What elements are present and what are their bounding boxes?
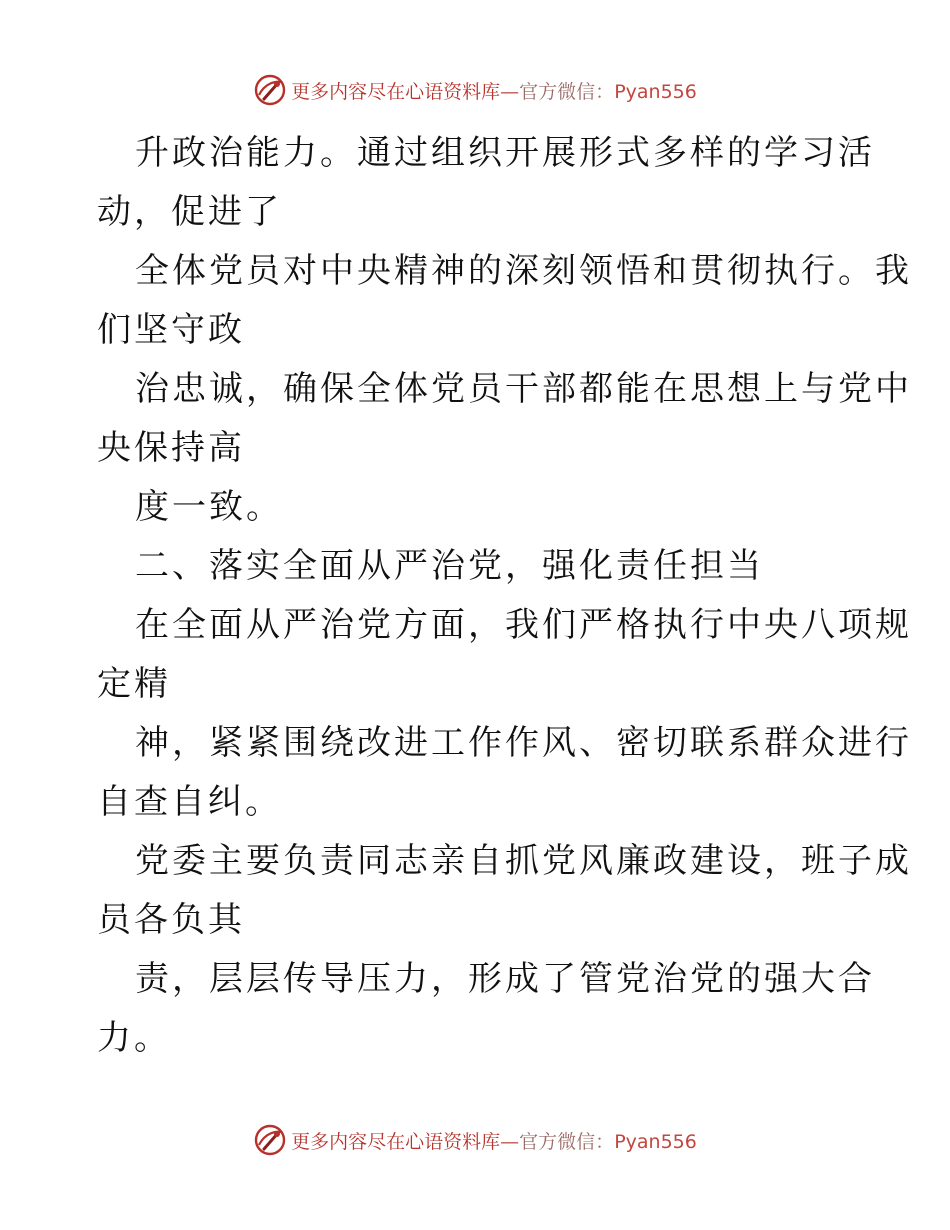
text-line: 动，促进了 <box>97 192 282 232</box>
text-line: 度一致。 <box>135 487 283 527</box>
text-line: 自查自纠。 <box>97 782 282 822</box>
text-line: 责，层层传导压力，形成了管党治党的强大合 <box>135 959 875 999</box>
text-line: 员各负其 <box>97 900 245 940</box>
text-line: 升政治能力。通过组织开展形式多样的学习活 <box>135 133 875 173</box>
text-line: 在全面从严治党方面，我们严格执行中央八项规 <box>135 605 912 645</box>
brand-logo-icon <box>253 73 287 107</box>
document-body <box>97 124 912 1068</box>
text-line: 二、落实全面从严治党，强化责任担当 <box>135 546 764 586</box>
brand-logo-icon <box>253 1123 287 1157</box>
watermark-text: 更多内容尽在心语资料库—官方微信：Pyan556 <box>291 1130 697 1153</box>
text-line: 力。 <box>97 1018 171 1058</box>
text-line: 全体党员对中央精神的深刻领悟和贯彻执行。我 <box>135 251 912 291</box>
header-watermark <box>0 70 950 110</box>
text-line: 神，紧紧围绕改进工作作风、密切联系群众进行 <box>135 723 912 763</box>
text-line: 定精 <box>97 664 171 704</box>
text-line: 治忠诚，确保全体党员干部都能在思想上与党中 <box>135 369 912 409</box>
text-line: 们坚守政 <box>97 310 245 350</box>
text-line: 央保持高 <box>97 428 245 468</box>
text-line: 党委主要负责同志亲自抓党风廉政建设，班子成 <box>135 841 912 881</box>
watermark-text: 更多内容尽在心语资料库—官方微信：Pyan556 <box>291 80 697 103</box>
footer-watermark <box>0 1120 950 1160</box>
